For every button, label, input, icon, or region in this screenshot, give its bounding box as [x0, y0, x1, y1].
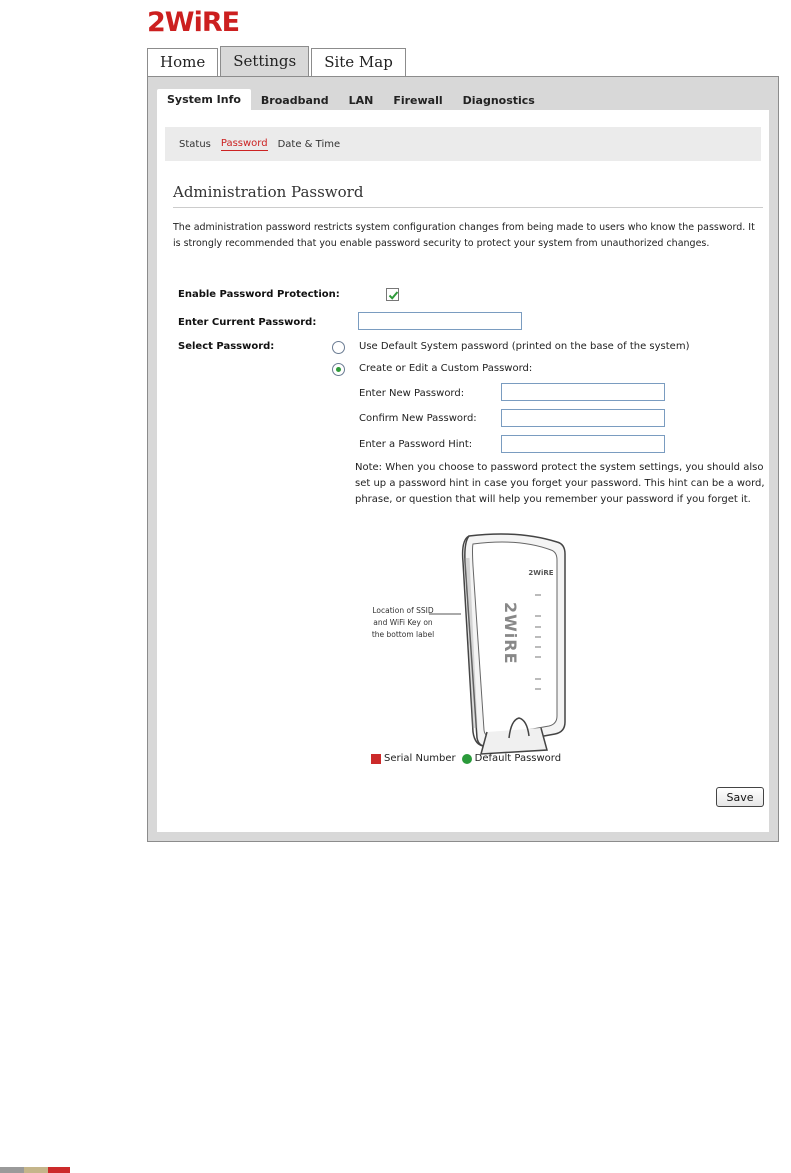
tab-diagnostics[interactable]: Diagnostics [462, 94, 535, 107]
password-hint-input[interactable] [501, 435, 665, 453]
section-divider [173, 207, 763, 208]
subnav-status[interactable]: Status [179, 138, 211, 150]
intro-text: The administration password restricts system configuration changes from being made to users who know the password. It is strongly recommended that you enable password security to protect your system from unauthorized changes. [173, 222, 755, 249]
serial-number-swatch [371, 754, 381, 764]
footer-color-strip [0, 1167, 70, 1173]
default-password-legend: Default Password [474, 753, 562, 764]
default-password-option-label: Use Default System password (printed on the base of the system) [359, 341, 690, 352]
sub-tabs [157, 89, 545, 111]
tab-settings[interactable]: Settings [220, 46, 309, 76]
subnav [165, 127, 761, 161]
settings-frame [147, 76, 779, 842]
enable-protection-label: Enable Password Protection: [178, 289, 340, 300]
password-hint-note: Note: When you choose to password protect the system settings, you should also set up a password hint in case you forget your password. This hint can be a word, phrase, or question that will help you remember your password if you forget it. [355, 462, 765, 505]
router-illustration [369, 532, 579, 762]
side-logo: 2WiRE [501, 602, 520, 665]
confirm-password-label: Confirm New Password: [359, 413, 477, 424]
default-password-swatch [462, 754, 472, 764]
tab-site-map[interactable]: Site Map [311, 48, 406, 76]
password-hint-label: Enter a Password Hint: [359, 439, 473, 450]
confirm-password-input[interactable] [501, 409, 665, 427]
subnav-date-time[interactable]: Date & Time [277, 138, 341, 150]
current-password-label: Enter Current Password: [178, 317, 317, 328]
tab-broadband[interactable]: Broadband [260, 94, 329, 107]
2wire-logo [147, 6, 272, 36]
ssid-location-callout: Location of SSID and WiFi Key on the bottom label [371, 606, 435, 639]
main-tabs [147, 48, 408, 76]
enable-protection-checkbox[interactable] [386, 288, 399, 301]
logo-text: 2WiRE [147, 7, 240, 36]
checkmark-icon [387, 289, 400, 302]
default-password-radio[interactable] [332, 341, 345, 354]
tab-home[interactable]: Home [147, 48, 218, 76]
tab-system-info[interactable]: System Info [157, 89, 251, 111]
custom-password-radio[interactable] [332, 363, 345, 376]
section-title: Administration Password [173, 183, 364, 201]
subnav-password[interactable]: Password [220, 137, 268, 149]
device-logo: 2WiRE [528, 569, 554, 577]
illustration-legend [371, 753, 561, 764]
tab-firewall[interactable]: Firewall [393, 94, 443, 107]
tab-lan[interactable]: LAN [348, 94, 374, 107]
new-password-label: Enter New Password: [359, 388, 465, 399]
current-password-input[interactable] [358, 312, 522, 330]
serial-number-legend: Serial Number [384, 753, 456, 764]
select-password-label: Select Password: [178, 341, 275, 352]
custom-password-option-label: Create or Edit a Custom Password: [359, 363, 533, 374]
save-button[interactable]: Save [716, 787, 764, 807]
content-panel [157, 110, 769, 832]
new-password-input[interactable] [501, 383, 665, 401]
